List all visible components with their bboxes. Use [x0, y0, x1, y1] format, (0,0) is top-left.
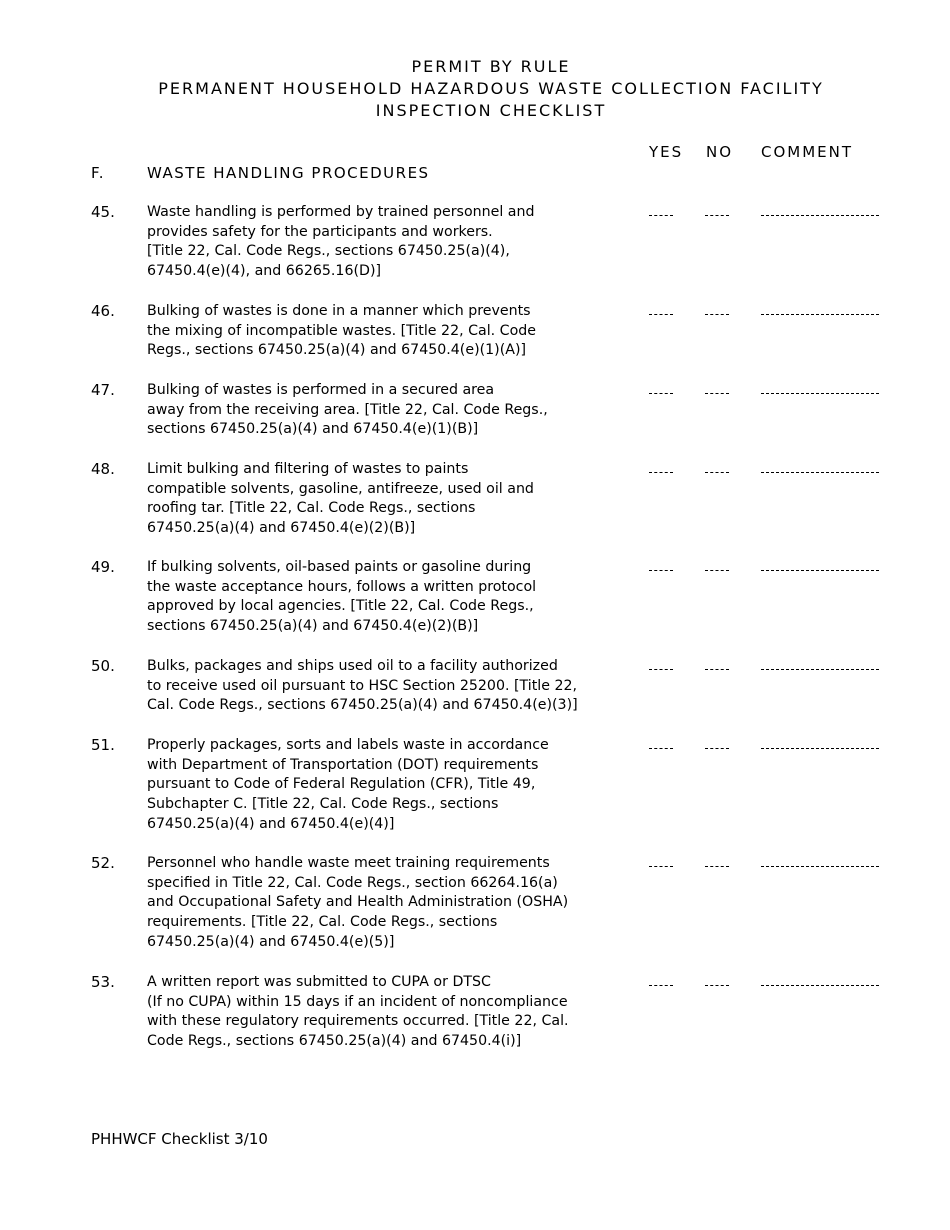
no-blank[interactable]: [705, 985, 729, 986]
no-blank[interactable]: [705, 472, 729, 473]
section-letter: F.: [91, 164, 105, 182]
no-blank[interactable]: [705, 748, 729, 749]
yes-blank[interactable]: [649, 669, 673, 670]
item-text: Personnel who handle waste meet training requirements specified in Title 22, Cal. Code Regs., section 66264.16(a) and Occupational Safety and Health Administration (OSHA) requirements. [Title 22, Cal. Code Regs., sections 67450.25(a)(4) and 67450.4(e)(5)]: [147, 855, 569, 950]
item-number: 50.: [91, 657, 115, 675]
yes-blank[interactable]: [649, 472, 673, 473]
document-header: [0, 56, 950, 122]
yes-blank[interactable]: [649, 570, 673, 571]
column-comment: COMMENT: [761, 143, 854, 161]
no-blank[interactable]: [705, 669, 729, 670]
item-text: Limit bulking and filtering of wastes to paints compatible solvents, gasoline, antifreeze, used oil and roofing tar. [Title 22, Cal. Code Regs., sections 67450.25(a)(4) and 67450.4(e)(2)(B)]: [147, 461, 534, 537]
header-line-1: PERMIT BY RULE: [411, 57, 571, 76]
no-blank[interactable]: [705, 393, 729, 394]
comment-blank[interactable]: [761, 314, 879, 315]
comment-blank[interactable]: [761, 570, 879, 571]
yes-blank[interactable]: [649, 985, 673, 986]
no-blank[interactable]: [705, 570, 729, 571]
item-number: 48.: [91, 460, 115, 478]
no-blank[interactable]: [705, 866, 729, 867]
yes-blank[interactable]: [649, 748, 673, 749]
comment-blank[interactable]: [761, 866, 879, 867]
no-blank[interactable]: [705, 314, 729, 315]
item-number: 52.: [91, 854, 115, 872]
header-line-3: INSPECTION CHECKLIST: [375, 101, 607, 120]
yes-blank[interactable]: [649, 314, 673, 315]
section-title: WASTE HANDLING PROCEDURES: [147, 164, 430, 182]
item-text: Bulking of wastes is done in a manner which prevents the mixing of incompatible wastes. [Title 22, Cal. Code Regs., sections 67450.25(a)(4) and 67450.4(e)(1)(A)]: [147, 303, 537, 359]
yes-blank[interactable]: [649, 215, 673, 216]
page-footer: PHHWCF Checklist 3/10: [91, 1130, 268, 1148]
item-number: 51.: [91, 736, 115, 754]
column-headers: [0, 143, 950, 165]
section-heading: [91, 164, 430, 182]
comment-blank[interactable]: [761, 748, 879, 749]
item-text: Properly packages, sorts and labels waste in accordance with Department of Transportation (DOT) requirements pursuant to Code of Federal Regulation (CFR), Title 49, Subchapter C. [Title 22, Cal. Code Regs., sections 67450.25(a)(4) and 67450.4(e)(4)]: [147, 737, 549, 832]
item-text: If bulking solvents, oil-based paints or gasoline during the waste acceptance hours, follows a written protocol approved by local agencies. [Title 22, Cal. Code Regs., sections 67450.25(a)(4) and 67450.4(e)(2)(B)]: [147, 559, 537, 635]
item-text: A written report was submitted to CUPA or DTSC (If no CUPA) within 15 days if an incident of noncompliance with these regulatory requirements occurred. [Title 22, Cal. Code Regs., sections 67450.25(a)(4) and 67450.4(i)]: [147, 974, 569, 1050]
no-blank[interactable]: [705, 215, 729, 216]
yes-blank[interactable]: [649, 393, 673, 394]
item-text: Bulking of wastes is performed in a secured area away from the receiving area. [Title 22, Cal. Code Regs., sections 67450.25(a)(4) and 67450.4(e)(1)(B)]: [147, 382, 548, 438]
item-text: Waste handling is performed by trained personnel and provides safety for the participants and workers. [Title 22, Cal. Code Regs., sections 67450.25(a)(4), 67450.4(e)(4), and 66265.16(D)]: [147, 204, 535, 280]
yes-blank[interactable]: [649, 866, 673, 867]
item-text: Bulks, packages and ships used oil to a facility authorized to receive used oil pursuant to HSC Section 25200. [Title 22, Cal. Code Regs., sections 67450.25(a)(4) and 67450.4(e)(3)]: [147, 658, 578, 714]
comment-blank[interactable]: [761, 472, 879, 473]
comment-blank[interactable]: [761, 215, 879, 216]
column-yes: YES: [649, 143, 684, 161]
item-number: 45.: [91, 203, 115, 221]
header-line-2: PERMANENT HOUSEHOLD HAZARDOUS WASTE COLLECTION FACILITY: [158, 79, 824, 98]
item-number: 53.: [91, 973, 115, 991]
item-number: 47.: [91, 381, 115, 399]
item-number: 46.: [91, 302, 115, 320]
comment-blank[interactable]: [761, 393, 879, 394]
comment-blank[interactable]: [761, 669, 879, 670]
column-no: NO: [706, 143, 734, 161]
item-number: 49.: [91, 558, 115, 576]
comment-blank[interactable]: [761, 985, 879, 986]
